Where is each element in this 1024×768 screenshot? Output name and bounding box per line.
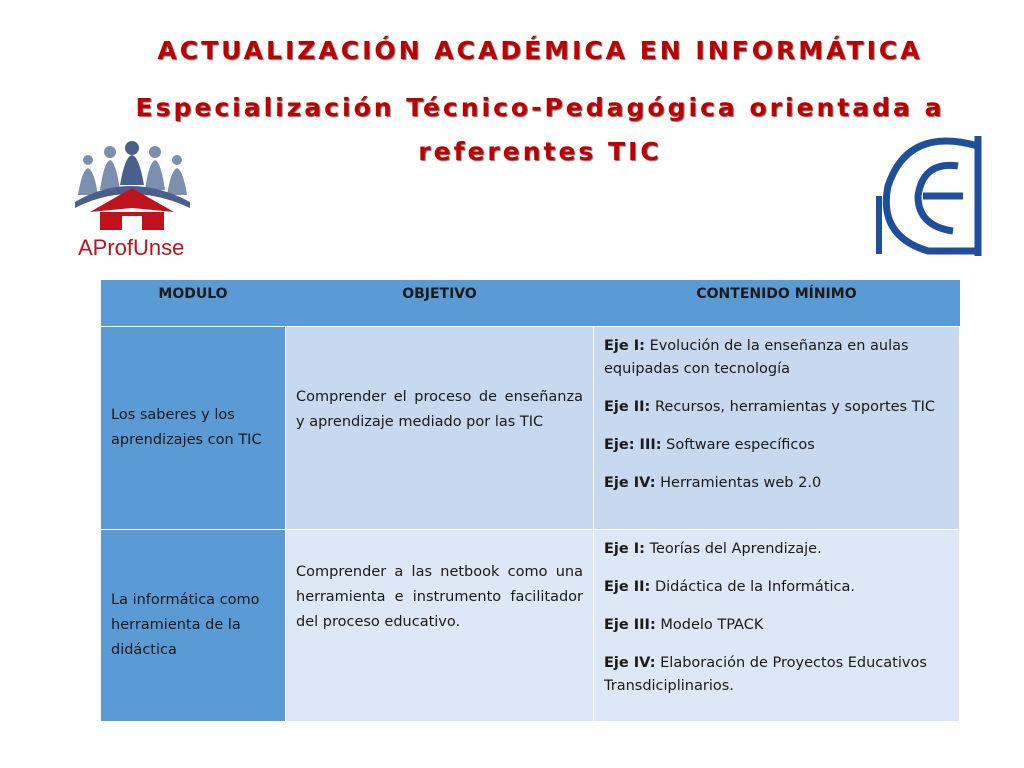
modulo-text: La informática como herramienta de la didáctica (111, 592, 260, 658)
objetivo-text: Comprender el proceso de enseñanza y aprendizaje mediado por las TIC (296, 389, 583, 430)
people-graduation-cap-icon (70, 140, 195, 240)
aprofunse-logo (70, 140, 195, 265)
objetivo-text: Comprender a las netbook como una herramienta e instrumento facilitador del proceso educativo. (296, 564, 583, 630)
header-objetivo: OBJETIVO (286, 280, 594, 327)
institution-e-emblem-icon (868, 126, 993, 266)
objetivo-cell (286, 530, 594, 722)
eje-item: Eje IV: Herramientas web 2.0 (604, 475, 822, 491)
page-subtitle: Especialización Técnico-Pedagógica orientada a referentes TIC (135, 93, 945, 166)
modulo-cell (101, 530, 286, 722)
modulo-cell (101, 327, 286, 530)
table-row (101, 530, 960, 722)
contenido-cell (594, 530, 960, 722)
objetivo-cell (286, 327, 594, 530)
header-modulo: MODULO (101, 280, 286, 327)
eje-item: Eje II: Recursos, herramientas y soportes TIC (604, 399, 935, 415)
eje-item: Eje II: Didáctica de la Informática. (604, 579, 856, 595)
eje-item: Eje: III: Software específicos (604, 437, 815, 453)
modulo-text: Los saberes y los aprendizajes con TIC (111, 407, 262, 448)
eje-item: Eje I: Evolución de la enseñanza en aulas equipadas con tecnología (604, 338, 909, 377)
eje-item: Eje I: Teorías del Aprendizaje. (604, 541, 822, 557)
page-title: ACTUALIZACIÓN ACADÉMICA EN INFORMÁTICA (157, 36, 923, 65)
aprofunse-brand-text: AProfUnse (78, 235, 185, 260)
curriculum-table (100, 280, 960, 722)
table-header-row (101, 280, 960, 327)
institution-logo (868, 126, 993, 266)
eje-item: Eje III: Modelo TPACK (604, 617, 764, 633)
table-row (101, 327, 960, 530)
header-contenido: CONTENIDO MÍNIMO (594, 280, 960, 327)
eje-item: Eje IV: Elaboración de Proyectos Educativos Transdiciplinarios. (604, 655, 927, 694)
contenido-cell (594, 327, 960, 530)
